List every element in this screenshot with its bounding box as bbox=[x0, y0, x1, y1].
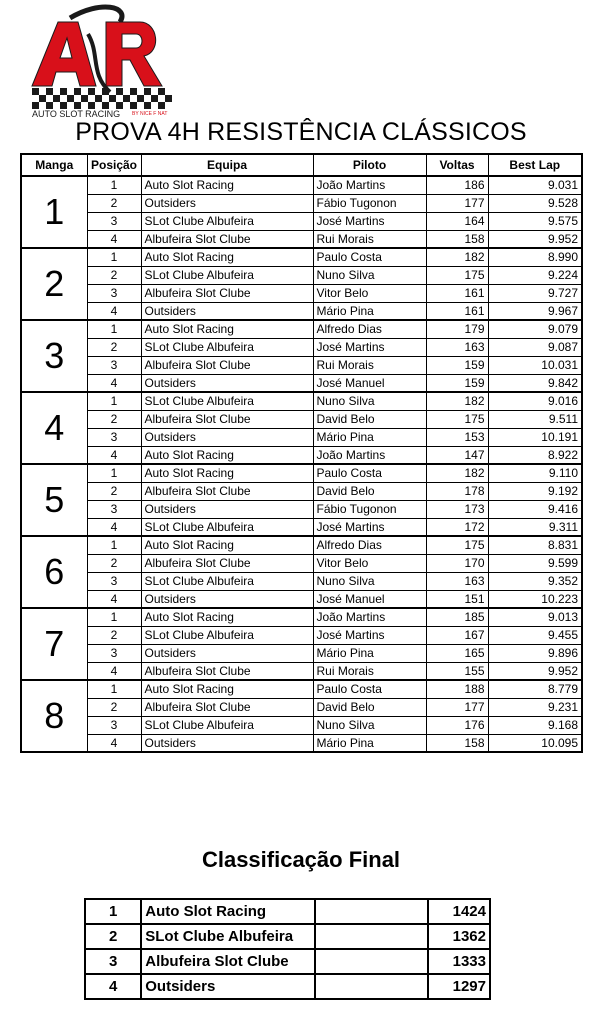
cell-posicao: 3 bbox=[87, 284, 141, 302]
cell-best-lap: 9.842 bbox=[488, 374, 582, 392]
final-cell-total: 1424 bbox=[428, 899, 490, 924]
final-cell-team: Auto Slot Racing bbox=[141, 899, 315, 924]
cell-equipa: SLot Clube Albufeira bbox=[141, 266, 313, 284]
cell-piloto: José Manuel bbox=[313, 590, 426, 608]
cell-best-lap: 8.922 bbox=[488, 446, 582, 464]
cell-piloto: Nuno Silva bbox=[313, 266, 426, 284]
checker-square bbox=[130, 88, 137, 95]
checker-square bbox=[46, 102, 53, 109]
cell-posicao: 4 bbox=[87, 518, 141, 536]
manga-number: 4 bbox=[21, 392, 87, 464]
cell-equipa: Auto Slot Racing bbox=[141, 176, 313, 194]
cell-piloto: Paulo Costa bbox=[313, 680, 426, 698]
cell-posicao: 2 bbox=[87, 698, 141, 716]
cell-piloto: Alfredo Dias bbox=[313, 536, 426, 554]
cell-voltas: 161 bbox=[426, 302, 488, 320]
result-row bbox=[21, 392, 582, 410]
cell-posicao: 2 bbox=[87, 194, 141, 212]
checker-square bbox=[158, 88, 165, 95]
cell-best-lap: 9.455 bbox=[488, 626, 582, 644]
col-voltas: Voltas bbox=[426, 154, 488, 176]
manga-number: 7 bbox=[21, 608, 87, 680]
result-row bbox=[21, 176, 582, 194]
cell-voltas: 176 bbox=[426, 716, 488, 734]
cell-posicao: 1 bbox=[87, 176, 141, 194]
result-row bbox=[21, 410, 582, 428]
cell-best-lap: 10.191 bbox=[488, 428, 582, 446]
cell-best-lap: 9.031 bbox=[488, 176, 582, 194]
manga-number: 1 bbox=[21, 176, 87, 248]
final-standings-table bbox=[84, 898, 491, 1000]
cell-posicao: 1 bbox=[87, 464, 141, 482]
result-row bbox=[21, 698, 582, 716]
final-cell-team: Outsiders bbox=[141, 974, 315, 999]
cell-voltas: 164 bbox=[426, 212, 488, 230]
cell-equipa: SLot Clube Albufeira bbox=[141, 338, 313, 356]
result-row bbox=[21, 266, 582, 284]
cell-posicao: 2 bbox=[87, 410, 141, 428]
cell-piloto: José Martins bbox=[313, 338, 426, 356]
cell-voltas: 179 bbox=[426, 320, 488, 338]
checker-square bbox=[53, 95, 60, 102]
asr-logo bbox=[30, 4, 178, 120]
result-row bbox=[21, 248, 582, 266]
cell-piloto: Paulo Costa bbox=[313, 248, 426, 266]
checker-square bbox=[88, 88, 95, 95]
cell-best-lap: 10.031 bbox=[488, 356, 582, 374]
final-cell-team: Albufeira Slot Clube bbox=[141, 949, 315, 974]
cell-equipa: Albufeira Slot Clube bbox=[141, 356, 313, 374]
cell-voltas: 175 bbox=[426, 536, 488, 554]
checker-square bbox=[81, 95, 88, 102]
cell-best-lap: 9.079 bbox=[488, 320, 582, 338]
cell-posicao: 4 bbox=[87, 590, 141, 608]
final-cell-blank bbox=[315, 974, 428, 999]
checker-square bbox=[46, 88, 53, 95]
result-row bbox=[21, 590, 582, 608]
cell-equipa: SLot Clube Albufeira bbox=[141, 212, 313, 230]
cell-voltas: 151 bbox=[426, 590, 488, 608]
cell-best-lap: 9.311 bbox=[488, 518, 582, 536]
cell-piloto: Mário Pina bbox=[313, 428, 426, 446]
cell-voltas: 186 bbox=[426, 176, 488, 194]
checker-square bbox=[60, 102, 67, 109]
cell-voltas: 147 bbox=[426, 446, 488, 464]
cell-piloto: Fábio Tugonon bbox=[313, 194, 426, 212]
cell-piloto: David Belo bbox=[313, 410, 426, 428]
result-row bbox=[21, 536, 582, 554]
result-row bbox=[21, 356, 582, 374]
cell-equipa: Albufeira Slot Clube bbox=[141, 230, 313, 248]
checker-square bbox=[116, 102, 123, 109]
cell-voltas: 163 bbox=[426, 338, 488, 356]
result-row bbox=[21, 608, 582, 626]
cell-voltas: 165 bbox=[426, 644, 488, 662]
cell-best-lap: 9.087 bbox=[488, 338, 582, 356]
cell-piloto: Fábio Tugonon bbox=[313, 500, 426, 518]
col-piloto: Piloto bbox=[313, 154, 426, 176]
cell-best-lap: 9.528 bbox=[488, 194, 582, 212]
logo-checker-strip bbox=[32, 88, 172, 109]
checker-square bbox=[116, 88, 123, 95]
cell-posicao: 3 bbox=[87, 500, 141, 518]
result-row bbox=[21, 374, 582, 392]
cell-posicao: 2 bbox=[87, 338, 141, 356]
final-cell-total: 1362 bbox=[428, 924, 490, 949]
result-row bbox=[21, 644, 582, 662]
result-row bbox=[21, 626, 582, 644]
logo-letter-a bbox=[32, 22, 96, 86]
cell-piloto: Vitor Belo bbox=[313, 554, 426, 572]
checker-square bbox=[88, 102, 95, 109]
cell-equipa: Auto Slot Racing bbox=[141, 446, 313, 464]
final-cell-rank: 2 bbox=[85, 924, 141, 949]
result-row bbox=[21, 320, 582, 338]
result-row bbox=[21, 446, 582, 464]
col-equipa: Equipa bbox=[141, 154, 313, 176]
cell-posicao: 1 bbox=[87, 608, 141, 626]
cell-equipa: Outsiders bbox=[141, 734, 313, 752]
cell-piloto: Mário Pina bbox=[313, 302, 426, 320]
cell-piloto: Rui Morais bbox=[313, 662, 426, 680]
final-cell-blank bbox=[315, 949, 428, 974]
cell-equipa: SLot Clube Albufeira bbox=[141, 518, 313, 536]
result-row bbox=[21, 194, 582, 212]
checker-square bbox=[60, 88, 67, 95]
cell-posicao: 2 bbox=[87, 482, 141, 500]
final-cell-total: 1297 bbox=[428, 974, 490, 999]
result-row bbox=[21, 734, 582, 752]
cell-best-lap: 9.575 bbox=[488, 212, 582, 230]
final-cell-rank: 4 bbox=[85, 974, 141, 999]
cell-posicao: 2 bbox=[87, 266, 141, 284]
cell-equipa: SLot Clube Albufeira bbox=[141, 716, 313, 734]
cell-best-lap: 9.168 bbox=[488, 716, 582, 734]
final-title: Classificação Final bbox=[201, 847, 401, 872]
cell-voltas: 159 bbox=[426, 374, 488, 392]
cell-piloto: David Belo bbox=[313, 698, 426, 716]
cell-posicao: 4 bbox=[87, 374, 141, 392]
cell-equipa: Outsiders bbox=[141, 590, 313, 608]
cell-piloto: José Martins bbox=[313, 518, 426, 536]
cell-posicao: 3 bbox=[87, 572, 141, 590]
cell-best-lap: 9.016 bbox=[488, 392, 582, 410]
cell-voltas: 167 bbox=[426, 626, 488, 644]
cell-piloto: José Martins bbox=[313, 626, 426, 644]
cell-posicao: 3 bbox=[87, 644, 141, 662]
cell-posicao: 3 bbox=[87, 428, 141, 446]
cell-equipa: SLot Clube Albufeira bbox=[141, 572, 313, 590]
cell-equipa: Auto Slot Racing bbox=[141, 608, 313, 626]
cell-equipa: Albufeira Slot Clube bbox=[141, 698, 313, 716]
cell-equipa: Albufeira Slot Clube bbox=[141, 662, 313, 680]
cell-piloto: Nuno Silva bbox=[313, 716, 426, 734]
cell-best-lap: 8.779 bbox=[488, 680, 582, 698]
checker-square bbox=[151, 95, 158, 102]
checker-square bbox=[102, 102, 109, 109]
checker-square bbox=[95, 95, 102, 102]
cell-piloto: Nuno Silva bbox=[313, 572, 426, 590]
cell-voltas: 175 bbox=[426, 410, 488, 428]
logo-text: AUTO SLOT RACING bbox=[32, 109, 121, 119]
checker-square bbox=[74, 102, 81, 109]
cell-piloto: Mário Pina bbox=[313, 734, 426, 752]
checker-square bbox=[144, 102, 151, 109]
checker-square bbox=[39, 95, 46, 102]
page-title: PROVA 4H RESISTÊNCIA CLÁSSICOS bbox=[75, 118, 527, 146]
cell-piloto: Mário Pina bbox=[313, 644, 426, 662]
cell-best-lap: 10.095 bbox=[488, 734, 582, 752]
cell-equipa: Outsiders bbox=[141, 302, 313, 320]
cell-best-lap: 9.967 bbox=[488, 302, 582, 320]
cell-equipa: SLot Clube Albufeira bbox=[141, 392, 313, 410]
result-row bbox=[21, 518, 582, 536]
cell-best-lap: 9.224 bbox=[488, 266, 582, 284]
cell-equipa: Albufeira Slot Clube bbox=[141, 554, 313, 572]
logo-swoosh bbox=[70, 7, 122, 22]
cell-best-lap: 9.727 bbox=[488, 284, 582, 302]
cell-posicao: 3 bbox=[87, 212, 141, 230]
col-posicao: Posição bbox=[87, 154, 141, 176]
cell-voltas: 185 bbox=[426, 608, 488, 626]
manga-number: 2 bbox=[21, 248, 87, 320]
final-cell-blank bbox=[315, 899, 428, 924]
cell-best-lap: 9.952 bbox=[488, 662, 582, 680]
result-row bbox=[21, 338, 582, 356]
cell-voltas: 161 bbox=[426, 284, 488, 302]
logo-byline: BY NICE F NAT bbox=[132, 111, 168, 117]
cell-best-lap: 9.511 bbox=[488, 410, 582, 428]
result-row bbox=[21, 428, 582, 446]
cell-posicao: 4 bbox=[87, 230, 141, 248]
cell-piloto: Nuno Silva bbox=[313, 392, 426, 410]
cell-posicao: 1 bbox=[87, 248, 141, 266]
cell-piloto: José Manuel bbox=[313, 374, 426, 392]
final-cell-rank: 1 bbox=[85, 899, 141, 924]
checker-square bbox=[109, 95, 116, 102]
cell-posicao: 4 bbox=[87, 446, 141, 464]
checker-square bbox=[165, 95, 172, 102]
cell-voltas: 175 bbox=[426, 266, 488, 284]
checker-square bbox=[130, 102, 137, 109]
cell-piloto: David Belo bbox=[313, 482, 426, 500]
checker-square bbox=[67, 95, 74, 102]
cell-voltas: 182 bbox=[426, 464, 488, 482]
cell-posicao: 2 bbox=[87, 554, 141, 572]
cell-voltas: 158 bbox=[426, 734, 488, 752]
cell-voltas: 155 bbox=[426, 662, 488, 680]
cell-voltas: 158 bbox=[426, 230, 488, 248]
cell-posicao: 3 bbox=[87, 356, 141, 374]
cell-best-lap: 9.192 bbox=[488, 482, 582, 500]
final-row bbox=[85, 974, 490, 999]
cell-posicao: 3 bbox=[87, 716, 141, 734]
cell-piloto: Rui Morais bbox=[313, 356, 426, 374]
manga-number: 5 bbox=[21, 464, 87, 536]
final-cell-rank: 3 bbox=[85, 949, 141, 974]
final-cell-blank bbox=[315, 924, 428, 949]
cell-equipa: Auto Slot Racing bbox=[141, 248, 313, 266]
result-row bbox=[21, 662, 582, 680]
result-row bbox=[21, 572, 582, 590]
cell-best-lap: 9.896 bbox=[488, 644, 582, 662]
cell-piloto: Alfredo Dias bbox=[313, 320, 426, 338]
cell-piloto: João Martins bbox=[313, 176, 426, 194]
cell-voltas: 159 bbox=[426, 356, 488, 374]
result-row bbox=[21, 482, 582, 500]
cell-best-lap: 9.110 bbox=[488, 464, 582, 482]
cell-equipa: Albufeira Slot Clube bbox=[141, 482, 313, 500]
col-manga: Manga bbox=[21, 154, 87, 176]
checker-square bbox=[158, 102, 165, 109]
cell-best-lap: 9.599 bbox=[488, 554, 582, 572]
final-cell-total: 1333 bbox=[428, 949, 490, 974]
cell-equipa: Auto Slot Racing bbox=[141, 680, 313, 698]
checker-square bbox=[123, 95, 130, 102]
result-row bbox=[21, 212, 582, 230]
cell-equipa: Albufeira Slot Clube bbox=[141, 284, 313, 302]
result-row bbox=[21, 554, 582, 572]
cell-voltas: 170 bbox=[426, 554, 488, 572]
cell-best-lap: 9.352 bbox=[488, 572, 582, 590]
col-best-lap: Best Lap bbox=[488, 154, 582, 176]
result-row bbox=[21, 464, 582, 482]
cell-piloto: Vitor Belo bbox=[313, 284, 426, 302]
cell-voltas: 177 bbox=[426, 698, 488, 716]
cell-piloto: João Martins bbox=[313, 608, 426, 626]
checker-square bbox=[137, 95, 144, 102]
cell-voltas: 153 bbox=[426, 428, 488, 446]
cell-equipa: Outsiders bbox=[141, 374, 313, 392]
cell-best-lap: 9.952 bbox=[488, 230, 582, 248]
checker-square bbox=[144, 88, 151, 95]
results-table bbox=[20, 153, 583, 753]
manga-number: 8 bbox=[21, 680, 87, 752]
cell-best-lap: 9.013 bbox=[488, 608, 582, 626]
cell-voltas: 173 bbox=[426, 500, 488, 518]
cell-piloto: José Martins bbox=[313, 212, 426, 230]
cell-voltas: 182 bbox=[426, 248, 488, 266]
cell-equipa: SLot Clube Albufeira bbox=[141, 626, 313, 644]
cell-equipa: Albufeira Slot Clube bbox=[141, 410, 313, 428]
cell-best-lap: 9.416 bbox=[488, 500, 582, 518]
result-row bbox=[21, 230, 582, 248]
final-cell-team: SLot Clube Albufeira bbox=[141, 924, 315, 949]
cell-equipa: Auto Slot Racing bbox=[141, 464, 313, 482]
cell-posicao: 4 bbox=[87, 302, 141, 320]
cell-voltas: 177 bbox=[426, 194, 488, 212]
cell-posicao: 1 bbox=[87, 320, 141, 338]
result-row bbox=[21, 716, 582, 734]
cell-equipa: Auto Slot Racing bbox=[141, 536, 313, 554]
cell-best-lap: 8.990 bbox=[488, 248, 582, 266]
cell-equipa: Auto Slot Racing bbox=[141, 320, 313, 338]
cell-posicao: 4 bbox=[87, 662, 141, 680]
cell-best-lap: 9.231 bbox=[488, 698, 582, 716]
cell-voltas: 178 bbox=[426, 482, 488, 500]
cell-voltas: 182 bbox=[426, 392, 488, 410]
cell-posicao: 1 bbox=[87, 392, 141, 410]
checker-square bbox=[74, 88, 81, 95]
result-row bbox=[21, 680, 582, 698]
manga-number: 6 bbox=[21, 536, 87, 608]
final-row bbox=[85, 949, 490, 974]
cell-voltas: 188 bbox=[426, 680, 488, 698]
logo-letter-r bbox=[106, 22, 162, 86]
checker-square bbox=[32, 88, 39, 95]
cell-posicao: 2 bbox=[87, 626, 141, 644]
cell-best-lap: 10.223 bbox=[488, 590, 582, 608]
result-row bbox=[21, 500, 582, 518]
cell-best-lap: 8.831 bbox=[488, 536, 582, 554]
cell-piloto: João Martins bbox=[313, 446, 426, 464]
checker-square bbox=[102, 88, 109, 95]
final-row bbox=[85, 899, 490, 924]
cell-equipa: Outsiders bbox=[141, 644, 313, 662]
cell-voltas: 172 bbox=[426, 518, 488, 536]
result-row bbox=[21, 302, 582, 320]
cell-equipa: Outsiders bbox=[141, 500, 313, 518]
cell-posicao: 4 bbox=[87, 734, 141, 752]
checker-square bbox=[32, 102, 39, 109]
manga-number: 3 bbox=[21, 320, 87, 392]
cell-equipa: Outsiders bbox=[141, 428, 313, 446]
cell-voltas: 163 bbox=[426, 572, 488, 590]
cell-equipa: Outsiders bbox=[141, 194, 313, 212]
cell-piloto: Rui Morais bbox=[313, 230, 426, 248]
cell-piloto: Paulo Costa bbox=[313, 464, 426, 482]
final-row bbox=[85, 924, 490, 949]
cell-posicao: 1 bbox=[87, 536, 141, 554]
results-header-row bbox=[21, 154, 582, 176]
result-row bbox=[21, 284, 582, 302]
cell-posicao: 1 bbox=[87, 680, 141, 698]
